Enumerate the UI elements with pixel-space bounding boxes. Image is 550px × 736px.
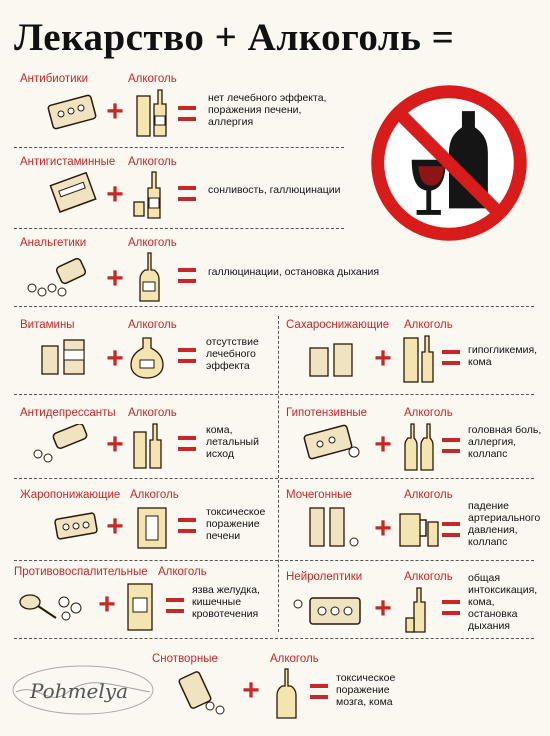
drug-label: Анальгетики xyxy=(20,237,87,249)
column-divider xyxy=(278,316,279,632)
divider xyxy=(14,394,534,395)
vitamin-jars-icon xyxy=(304,504,368,550)
vitamin-jars-icon xyxy=(306,340,356,380)
blister-pack-icon xyxy=(290,592,366,630)
drug-label: Нейролептики xyxy=(286,571,363,583)
equals-icon xyxy=(178,268,196,283)
result-text: нет лечебного эффекта, поражения печени, аллергия xyxy=(208,92,327,128)
alcohol-label: Алкоголь xyxy=(130,489,179,501)
plus-icon: + xyxy=(374,342,392,375)
result-text: падение артериального давления, коллапс xyxy=(468,500,541,548)
bottle-icon xyxy=(132,420,164,470)
result-text: токсическое поражение мозга, кома xyxy=(336,672,396,708)
plus-icon: + xyxy=(374,512,392,545)
alcohol-label: Алкоголь xyxy=(404,319,453,331)
svg-text:Pohmelya: Pohmelya xyxy=(30,679,128,703)
equals-icon xyxy=(178,518,196,533)
drug-label: Сахароснижающие xyxy=(286,319,390,331)
divider xyxy=(14,228,344,229)
page-title: Лекарство + Алкоголь = xyxy=(14,16,455,59)
bottle-icon xyxy=(272,666,300,720)
drug-label: Гипотензивные xyxy=(286,407,368,419)
alcohol-label: Алкоголь xyxy=(128,73,177,85)
result-text: общая интоксикация, кома, остановка дыхания xyxy=(468,572,538,632)
boxed-bottle-icon xyxy=(136,502,170,550)
pill-bottle-icon xyxy=(28,424,94,464)
alcohol-label: Алкоголь xyxy=(128,156,177,168)
plus-icon: + xyxy=(374,592,392,625)
plus-icon: + xyxy=(98,588,116,621)
divider xyxy=(14,478,534,479)
blister-pack-icon xyxy=(52,508,100,544)
plus-icon: + xyxy=(106,342,124,375)
result-text: отсутствие лечебного эффекта xyxy=(206,336,259,372)
blister-pack-icon xyxy=(46,94,98,130)
bottle-icon xyxy=(402,332,436,384)
equals-icon xyxy=(442,438,460,453)
bottle-icon xyxy=(132,168,170,220)
plus-icon: + xyxy=(106,95,124,128)
result-text: головная боль, аллергия, коллапс xyxy=(468,424,542,460)
divider xyxy=(14,560,534,561)
drug-label: Антидепрессанты xyxy=(20,407,116,419)
alcohol-label: Алкоголь xyxy=(270,653,319,665)
no-alcohol-sign-icon xyxy=(368,82,530,244)
flask-bottle-icon xyxy=(128,334,166,380)
divider xyxy=(14,147,344,148)
result-text: язва желудка, кишечные кровотечения xyxy=(192,584,260,620)
plus-icon: + xyxy=(106,428,124,461)
drug-label: Жаропонижающие xyxy=(20,489,121,501)
pill-bottle-icon xyxy=(170,668,228,716)
bottle-icon xyxy=(134,250,164,304)
alcohol-label: Алкоголь xyxy=(404,489,453,501)
drug-label: Антибиотики xyxy=(20,73,89,85)
result-text: кома, летальный исход xyxy=(206,424,259,460)
alcohol-label: Алкоголь xyxy=(404,571,453,583)
equals-icon xyxy=(442,522,460,537)
drug-label: Витамины xyxy=(20,319,75,331)
alcohol-label: Алкоголь xyxy=(128,319,177,331)
watermark-signature xyxy=(8,662,158,718)
plus-icon: + xyxy=(106,262,124,295)
beer-bottles-icon xyxy=(402,420,436,472)
plus-icon: + xyxy=(242,674,260,707)
alcohol-label: Алкоголь xyxy=(128,237,177,249)
equals-icon xyxy=(310,684,328,699)
beer-mug-icon xyxy=(396,506,440,550)
result-text: токсическое поражение печени xyxy=(206,506,266,542)
boxed-bottle-icon xyxy=(126,580,156,632)
blister-pack-icon xyxy=(300,422,364,464)
alcohol-label: Алкоголь xyxy=(404,407,453,419)
equals-icon xyxy=(178,106,196,121)
bottle-icon xyxy=(134,86,168,138)
alcohol-label: Алкоголь xyxy=(158,566,207,578)
result-text: галлюцинации, остановка дыхания xyxy=(208,266,380,278)
result-text: сонливость, галлюцинации xyxy=(208,184,341,196)
pill-box-icon xyxy=(46,172,102,216)
spoon-pills-icon xyxy=(16,588,88,624)
equals-icon xyxy=(178,348,196,363)
equals-icon xyxy=(442,350,460,365)
divider xyxy=(14,306,534,307)
equals-icon xyxy=(166,598,184,613)
divider xyxy=(14,638,534,639)
drug-label: Мочегонные xyxy=(286,489,352,501)
alcohol-label: Алкоголь xyxy=(128,407,177,419)
equals-icon xyxy=(178,186,196,201)
plus-icon: + xyxy=(106,510,124,543)
plus-icon: + xyxy=(106,178,124,211)
drug-label: Снотворные xyxy=(152,653,218,665)
drug-label: Противовоспалительные xyxy=(14,566,148,578)
vitamin-jars-icon xyxy=(38,336,90,378)
equals-icon xyxy=(442,600,460,615)
plus-icon: + xyxy=(374,428,392,461)
result-text: гипогликемия, кома xyxy=(468,344,538,368)
spilled-pills-icon xyxy=(22,258,100,298)
drug-label: Антигистаминные xyxy=(20,156,116,168)
equals-icon xyxy=(178,436,196,451)
bottle-icon xyxy=(404,584,434,634)
